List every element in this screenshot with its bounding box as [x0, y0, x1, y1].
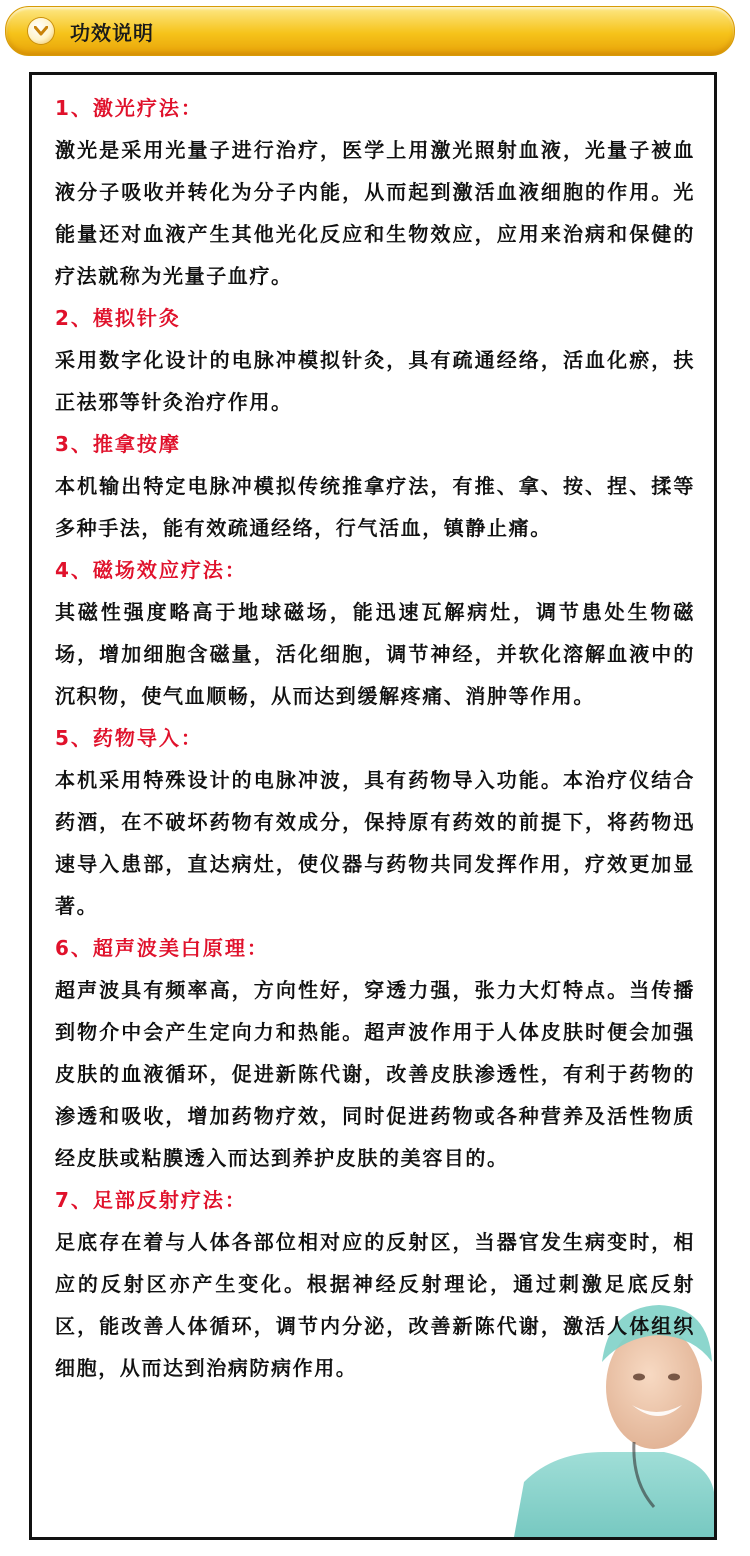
section-ultrasound: [55, 927, 695, 1179]
description-panel: [29, 72, 717, 1540]
section-laser: [55, 87, 695, 297]
section-body: 本机输出特定电脉冲模拟传统推拿疗法，有推、拿、按、捏、揉等多种手法，能有效疏通经络，行气活血，镇静止痛。: [55, 474, 695, 540]
section-title: 2、模拟针灸: [55, 306, 181, 330]
section-body: 足底存在着与人体各部位相对应的反射区，当器官发生病变时，相应的反射区亦产生变化。根据神经反射理论，通过刺激足底反射区，能改善人体循环，调节内分泌，改善新陈代谢，激活人体组织细胞，从而达到治病防病作用。: [55, 1230, 695, 1380]
header-title: 功效说明: [70, 21, 154, 45]
section-drug-import: [55, 717, 695, 927]
section-title: 7、足部反射疗法：: [55, 1188, 247, 1212]
section-title: 1、激光疗法：: [55, 96, 203, 120]
section-title: 5、药物导入：: [55, 726, 203, 750]
section-foot-reflex: [55, 1179, 695, 1389]
section-body: 其磁性强度略高于地球磁场，能迅速瓦解病灶，调节患处生物磁场，增加细胞含磁量，活化细胞，调节神经，并软化溶解血液中的沉积物，使气血顺畅，从而达到缓解疼痛、消肿等作用。: [55, 600, 695, 708]
section-title: 6、超声波美白原理：: [55, 936, 269, 960]
section-body: 超声波具有频率高，方向性好，穿透力强，张力大灯特点。当传播到物介中会产生定向力和热能。超声波作用于人体皮肤时便会加强皮肤的血液循环，促进新陈代谢，改善皮肤渗透性，有利于药物的渗透和吸收，增加药物疗效，同时促进药物或各种营养及活性物质经皮肤或粘膜透入而达到养护皮肤的美容目的。: [55, 978, 695, 1170]
section-massage: [55, 423, 695, 549]
section-acupuncture: [55, 297, 695, 423]
section-body: 本机采用特殊设计的电脉冲波，具有药物导入功能。本治疗仪结合药酒，在不破坏药物有效成分，保持原有药效的前提下，将药物迅速导入患部，直达病灶，使仪器与药物共同发挥作用，疗效更加显著。: [55, 768, 695, 918]
section-title: 3、推拿按摩: [55, 432, 181, 456]
chevron-down-icon: [28, 18, 54, 44]
section-header-bar: [5, 6, 735, 56]
section-body: 激光是采用光量子进行治疗，医学上用激光照射血液，光量子被血液分子吸收并转化为分子内能，从而起到激活血液细胞的作用。光能量还对血液产生其他光化反应和生物效应，应用来治病和保健的疗法就称为光量子血疗。: [55, 138, 695, 288]
section-body: 采用数字化设计的电脉冲模拟针灸，具有疏通经络，活血化瘀，扶正祛邪等针灸治疗作用。: [55, 348, 695, 414]
sections-list: [55, 87, 695, 1389]
section-title: 4、磁场效应疗法：: [55, 558, 247, 582]
section-magnetic: [55, 549, 695, 717]
